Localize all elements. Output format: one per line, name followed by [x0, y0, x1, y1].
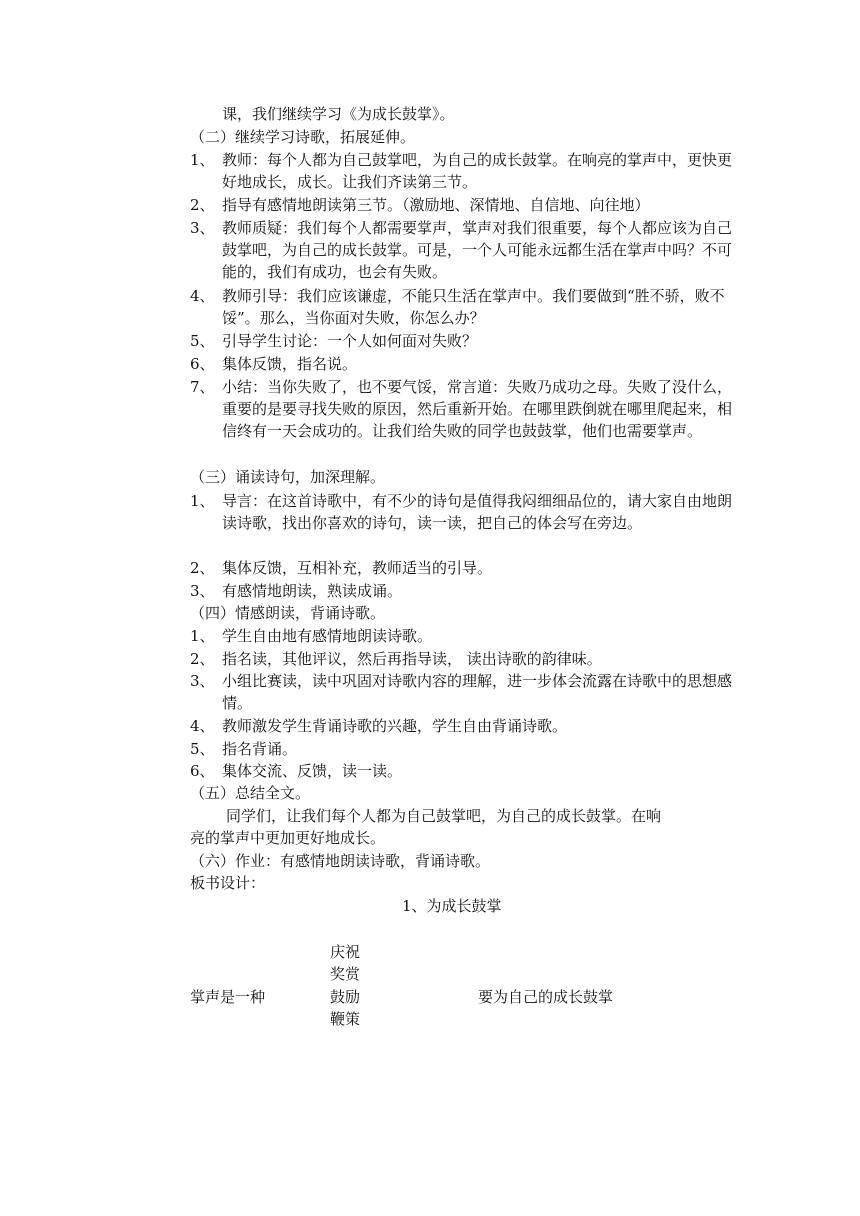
item-text: 集体交流、反馈，读一读。: [222, 762, 403, 780]
board-word: 庆祝: [330, 943, 361, 961]
item-number: 3、: [190, 219, 215, 237]
item-text: 有感情地朗读，熟读成诵。: [222, 582, 403, 600]
item-text: 导言：在这首诗歌中，有不少的诗句是值得我闷细细品位的，请大家自由地朗读诗歌，找出你喜欢的诗句，读一读，把自己的体会写在旁边。: [222, 492, 733, 532]
item-text: 引导学生讨论：一个人如何面对失败？: [222, 332, 478, 350]
list-item: [190, 648, 738, 670]
item-number: 1、: [190, 627, 215, 645]
list-item: [190, 353, 738, 375]
list-item: [190, 149, 738, 193]
board-word: 鼓励: [330, 988, 361, 1006]
section2-heading: （二）继续学习诗歌，拓展延伸。: [190, 128, 416, 146]
section6-heading: （六）作业：有感情地朗读诗歌，背诵诗歌。: [190, 852, 491, 870]
item-text: 学生自由地有感情地朗读诗歌。: [222, 627, 433, 645]
item-number: 3、: [190, 582, 215, 600]
list-item: [190, 715, 738, 737]
summary-paragraph-line2: 亮的掌声中更加更好地成长。: [190, 829, 386, 847]
list-item: [190, 580, 738, 602]
section5-heading: （五）总结全文。: [190, 784, 311, 802]
item-number: 2、: [190, 650, 215, 668]
board-left-text: 掌声是一种: [190, 988, 266, 1006]
item-number: 5、: [190, 740, 215, 758]
list-item: [190, 285, 738, 329]
list-item: [190, 625, 738, 647]
item-text: 教师：每个人都为自己鼓掌吧，为自己的成长鼓掌。在响亮的掌声中，更快更好地成长，成长。让我们齐读第三节。: [222, 151, 733, 191]
board-design-label: 板书设计：: [190, 874, 266, 892]
item-number: 6、: [190, 355, 215, 373]
item-number: 4、: [190, 287, 215, 305]
item-text: 集体反馈，指名说。: [222, 355, 358, 373]
list-item: [190, 330, 738, 352]
board-word: 奖赏: [330, 965, 361, 983]
item-number: 6、: [190, 762, 215, 780]
item-text: 教师引导：我们应该谦虚，不能只生活在掌声中。我们要做到“胜不骄，败不馁”。那么，当你面对失败，你怎么办？: [222, 287, 725, 327]
item-number: 3、: [190, 672, 215, 690]
list-item: [190, 738, 738, 760]
list-item: [190, 490, 738, 534]
list-item: [190, 670, 738, 714]
list-item: [190, 194, 738, 216]
item-text: 小结：当你失败了，也不要气馁，常言道：失败乃成功之母。失败了没什么，重要的是要寻找失败的原因，然后重新开始。在哪里跌倒就在哪里爬起来，相信终有一天会成功的。让我们给失败的同学也鼓鼓掌，他们也需要掌声。: [222, 378, 733, 440]
summary-paragraph-line1: 同学们，让我们每个人都为自己鼓掌吧，为自己的成长鼓掌。在响: [226, 807, 662, 825]
board-right-text: 要为自己的成长鼓掌: [478, 988, 614, 1006]
board-word: 鞭策: [330, 1010, 361, 1028]
item-text: 指名背诵。: [222, 740, 298, 758]
item-text: 教师质疑：我们每个人都需要掌声，掌声对我们很重要，每个人都应该为自己鼓掌吧，为自己的成长鼓掌。可是，一个人可能永远都生活在掌声中吗？不可能的，我们有成功，也会有失败。: [222, 219, 733, 281]
item-number: 5、: [190, 332, 215, 350]
section3-heading: （三）诵读诗句，加深理解。: [190, 468, 386, 486]
item-number: 2、: [190, 196, 215, 214]
section4-heading: （四）情感朗读，背诵诗歌。: [190, 604, 386, 622]
item-number: 1、: [190, 492, 215, 510]
board-title: 1、为成长鼓掌: [402, 897, 502, 915]
item-text: 小组比赛读，读中巩固对诗歌内容的理解，进一步体会流露在诗歌中的思想感情。: [222, 672, 733, 712]
item-number: 1、: [190, 151, 215, 169]
list-item: [190, 557, 738, 579]
item-text: 指导有感情地朗读第三节。（激励地、深情地、自信地、向往地）: [222, 196, 650, 214]
item-number: 2、: [190, 559, 215, 577]
item-number: 7、: [190, 378, 215, 396]
item-text: 集体反馈，互相补充，教师适当的引导。: [222, 559, 493, 577]
continuation-line: 课，我们继续学习《为成长鼓掌》。: [222, 105, 455, 123]
item-text: 指名读，其他评议，然后再指导读， 读出诗歌的韵律味。: [222, 650, 602, 668]
item-number: 4、: [190, 717, 215, 735]
list-item: [190, 760, 738, 782]
list-item: [190, 376, 738, 442]
item-text: 教师激发学生背诵诗歌的兴趣，学生自由背诵诗歌。: [222, 717, 568, 735]
list-item: [190, 217, 738, 283]
